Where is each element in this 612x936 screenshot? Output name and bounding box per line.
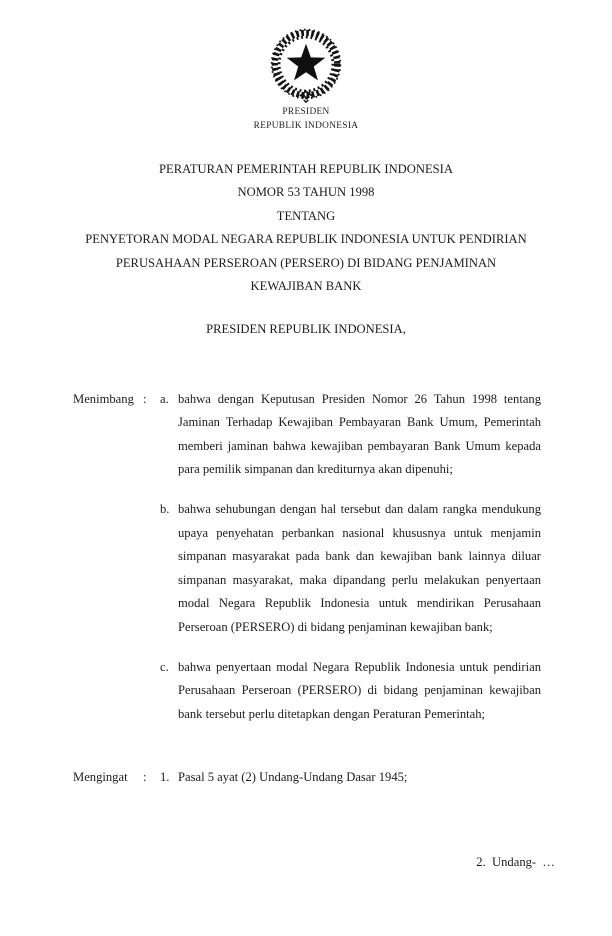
- title-line-nomor: NOMOR 53 TAHUN 1998: [237, 185, 375, 200]
- considering-colon: :: [143, 391, 147, 406]
- item-marker-a: a.: [160, 391, 169, 406]
- title-line-subject-2: PERUSAHAAN PERSEROAN (PERSERO) DI BIDANG PENJAMINAN: [115, 255, 497, 270]
- item-text-a: bahwa dengan Keputusan Presiden Nomor 26 Tahun 1998 tentang Jaminan Terhadap Kewajiban Pembayaran Bank Umum, Pemerintah memberi jaminan bahwa kewajiban pembayaran Bank Umum kepada para pemilik simpanan dan krediturnya akan dipenuhi;: [178, 391, 541, 477]
- considering-item-b: [73, 498, 541, 638]
- letterhead-presiden: PRESIDEN: [282, 107, 330, 117]
- letterhead: [0, 106, 612, 133]
- remembering-section: [73, 766, 541, 789]
- remembering-label: Mengingat: [73, 770, 128, 785]
- item-text-b: bahwa sehubungan dengan hal tersebut dan dalam rangka mendukung upaya penyehatan perbankan nasional khususnya untuk menjamin simpanan masyarakat pada bank dan kewajiban bank lainnya diluar simpanan masyarakat, maka dipandang perlu melakukan penyertaan modal Negara Republik Indonesia untuk mendirikan Perusahaan Perseroan (PERSERO) di bidang penjaminan kewajiban bank;: [178, 502, 541, 634]
- preamble-heading: PRESIDEN REPUBLIK INDONESIA,: [206, 322, 406, 337]
- letterhead-republik-indonesia: REPUBLIK INDONESIA: [253, 120, 359, 131]
- item-marker-b: b.: [160, 502, 170, 517]
- considering-section: [73, 388, 541, 726]
- letterhead-emblem: [0, 0, 612, 104]
- star-wreath-icon: [267, 28, 345, 104]
- considering-label: Menimbang: [73, 391, 134, 406]
- catchword: 2. Undang- …: [476, 855, 555, 869]
- title-line-subject-1: PENYETORAN MODAL NEGARA REPUBLIK INDONESIA UNTUK PENDIRIAN: [85, 232, 527, 247]
- title-line-tentang: TENTANG: [276, 208, 336, 223]
- title-line-subject-3: KEWAJIBAN BANK: [250, 279, 362, 294]
- regulation-title: [0, 158, 612, 298]
- item-marker-c: c.: [160, 659, 169, 674]
- remembering-item-1: [73, 766, 541, 789]
- item-marker-1: 1.: [160, 770, 170, 785]
- considering-item-a: [73, 388, 541, 482]
- considering-item-c: [73, 656, 541, 726]
- item-text-c: bahwa penyertaan modal Negara Republik Indonesia untuk pendirian Perusahaan Perseroan (PERSERO) di bidang penjaminan kewajiban bank tersebut perlu ditetapkan dengan Peraturan Pemerintah;: [178, 659, 541, 721]
- remembering-colon: :: [143, 770, 147, 785]
- item-text-1: Pasal 5 ayat (2) Undang-Undang Dasar 1945;: [178, 770, 408, 785]
- title-line-peraturan: PERATURAN PEMERINTAH REPUBLIK INDONESIA: [159, 162, 453, 176]
